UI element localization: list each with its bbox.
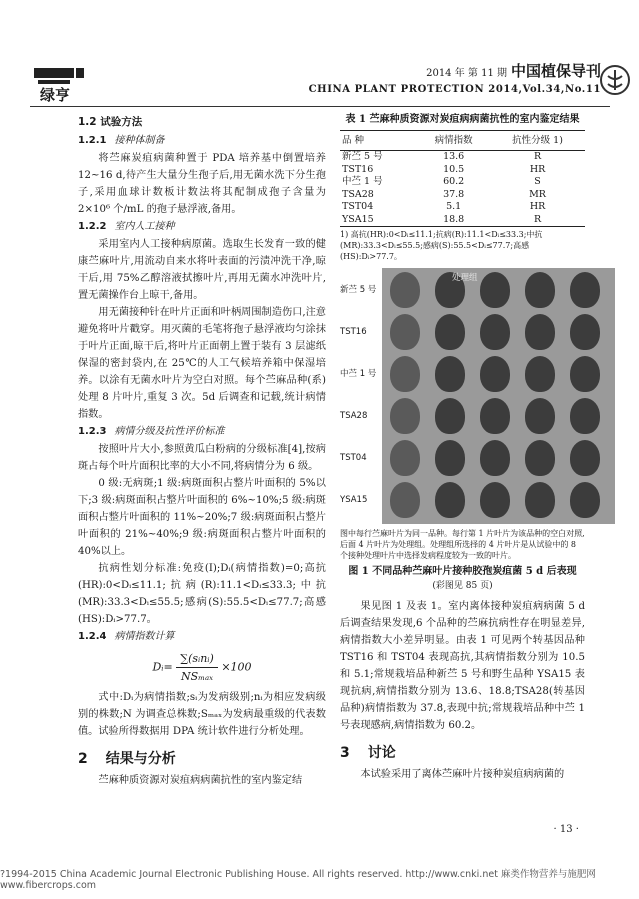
table-row (340, 164, 585, 177)
table-header-cell: 抗性分级 1) (490, 131, 585, 151)
leaf-photo (340, 268, 615, 524)
leaf-sample (435, 440, 465, 476)
footer: ?1994-2015 China Academic Journal Electronic Publishing House. All rights reserved. http://www.cnki.net 麻类作物营养与施肥网 www.fibercrops.com (0, 869, 596, 891)
table-cell: MR (529, 188, 546, 200)
leaf-sample (525, 314, 555, 350)
table-cell: 新苎 5 号 (342, 151, 383, 162)
section-1-2-3: 1.2.3 病情分级及抗性评价标准 (78, 426, 225, 437)
figure-note: 图中每行苎麻叶片为同一品种。每行第 1 片叶片为该品种的空白对照,后面 4 片叶片为处理组。处理组所选择的 4 片叶片是从试验中的 8 个接种处理叶片中选择发病程度较为一致的叶片。 (340, 529, 585, 560)
leaf-sample (480, 482, 510, 518)
photo-row-label: TST04 (340, 453, 367, 463)
leaf-sample (435, 314, 465, 350)
para-8: 苎麻种质资源对炭疽病病菌抗性的室内鉴定结 (98, 775, 303, 786)
section-1-2: 1.2 试验方法 (78, 116, 143, 128)
journal-title-en: CHINA PLANT PROTECTION 2014,Vol.34,No.11 (308, 84, 601, 95)
table-cell: R (490, 214, 585, 227)
photo-row-label: TST16 (340, 327, 367, 337)
table-cell: 60.2 (443, 176, 465, 187)
figure-caption: 图 1 不同品种苎麻叶片接种胶孢炭疽菌 5 d 后表现 (彩图见 85 页) (348, 566, 577, 591)
leaf-sample (525, 398, 555, 434)
leaf-sample (390, 356, 420, 392)
logo-text: 绿亨 (40, 86, 71, 104)
table-cell: HR (529, 201, 546, 212)
leaf-sample (570, 314, 600, 350)
table-header-cell: 品 种 (340, 131, 417, 151)
table-row (340, 214, 585, 227)
section-1-2-2: 1.2.2 室内人工接种 (78, 221, 175, 232)
para-4: 按照叶片大小,参照黄瓜白粉病的分级标准[4],按病斑占每个叶片面积比率的大小不同,将病情分为 6 级。 (78, 444, 326, 472)
section-3-heading: 3 讨论 (340, 745, 396, 761)
leaf-sample (480, 440, 510, 476)
para-3: 用无菌接种针在叶片正面和叶柄周围制造伤口,注意避免将叶片戳穿。用灭菌的毛笔将孢子悬浮液均匀涂抹于叶片正面,晾干后,将叶片正面朝上置于装有 3 层滤纸保湿的密封袋内,在 25℃的人工气候培养箱中保湿培养。以涂有无菌水叶片为空白对照。每个苎麻品种(系)处理 8 片叶片,重复 3 次。5d 后调查和记载,统计病情指数。 (78, 307, 326, 420)
formula: Dᵢ= $\frac{\text{∑(sᵢnᵢ)}}{\text{NSₘₐₓ}}$ ×100 (152, 652, 252, 683)
table-cell: 18.8 (417, 214, 490, 227)
photo-row-label: 新苎 5 号 (340, 285, 377, 295)
header-rule (30, 106, 610, 107)
table-cell: HR (529, 163, 546, 175)
table-cell: 13.6 (443, 151, 465, 162)
leaf-sample (570, 398, 600, 434)
table-cell: 5.1 (446, 201, 462, 212)
table-cell: 中苎 1 号 (342, 176, 383, 187)
journal-header (309, 64, 601, 97)
leaf-sample (390, 482, 420, 518)
table-cell: S (534, 176, 541, 187)
section-1-2-1: 1.2.1 接种体制备 (78, 135, 165, 146)
issue-info: 2014 年 第 11 期 (426, 68, 507, 79)
table-row (340, 189, 585, 202)
table-row (340, 151, 585, 164)
results-table (340, 130, 585, 227)
para-9: 果见图 1 及表 1。室内离体接种炭疽病病菌 5 d 后调查结果发现,6 个品种的苎麻抗病性存在明显差异,病情指数大小差异明显。由表 1 可见两个转基因品种 TST16 和 TST04 表现高抗,其病情指数分别为 10.5 和 5.1;常规栽培品种新苎 5 号和野生品种 YSA15 表现抗病,病情指数分别为 13.6、18.8;TSA28(转基因品种)病情指数为 37.8,表现中抗;常规栽培品种中苎 1 号表现感病,病情指数为 60.2。 (340, 601, 585, 731)
table-cell: R (533, 151, 542, 162)
section-2-heading: 2 结果与分析 (78, 751, 176, 767)
para-2: 采用室内人工接种病原菌。选取生长发育一致的健康苎麻叶片,用流动自来水将叶表面的污渍冲洗干净,晾干后,用 75%乙醇溶液拭擦叶片,再用无菌水冲洗叶片,置无菌操作台上晾干,备用。 (78, 239, 326, 301)
table-note: 1) 高抗(HR):0<Dᵢ≤11.1;抗病(R):11.1<Dᵢ≤33.3;中抗(MR):33.3<Dᵢ≤55.5;感病(S):55.5<Dᵢ≤77.7;高感(HS):Dᵢ>77.7。 (340, 230, 543, 261)
leaf-sample (390, 440, 420, 476)
left-column (78, 112, 326, 789)
table-caption: 表 1 苎麻种质资源对炭疽病病菌抗性的室内鉴定结果 (345, 114, 580, 125)
leaf-sample (480, 356, 510, 392)
para-1: 将苎麻炭疽病菌种置于 PDA 培养基中倒置培养 12~16 d,待产生大量分生孢子后,用无菌水洗下分生孢子,采用血球计数板计数法将其配制成孢子含量为 2×10⁶ 个/mL 的孢子悬浮液,备用。 (78, 153, 326, 215)
leaf-sample (525, 482, 555, 518)
journal-title-cn: 中国植保导刊 (510, 62, 601, 80)
table-row (340, 201, 585, 214)
leaf-sample (570, 356, 600, 392)
table-cell: 37.8 (443, 188, 465, 200)
photo-row-label: TSA28 (340, 411, 368, 421)
photo-row-label: 中苎 1 号 (340, 369, 377, 379)
para-6: 抗病性划分标准:免疫(I);Dᵢ(病情指数)=0;高抗(HR):0<Dᵢ≤11.1;抗病(R):11.1<Dᵢ≤33.3;中抗(MR):33.3<Dᵢ≤55.5;感病(S):55.5<Dᵢ≤77.7;高感(HS):Dᵢ>77.7。 (78, 563, 326, 625)
journal-logo (30, 64, 90, 104)
table-cell: YSA15 (340, 214, 417, 227)
leaf-sample (570, 272, 600, 308)
right-column (340, 112, 585, 783)
leaf-sample (390, 272, 420, 308)
leaf-sample (525, 356, 555, 392)
leaf-sample (390, 314, 420, 350)
leaf-sample (390, 398, 420, 434)
leaf-sample (435, 398, 465, 434)
leaf-sample (435, 482, 465, 518)
leaf-sample (435, 356, 465, 392)
table-cell: TST04 (342, 201, 374, 212)
section-1-2-4: 1.2.4 病情指数计算 (78, 631, 175, 642)
leaf-sample (525, 272, 555, 308)
leaf-sample (525, 440, 555, 476)
leaf-sample (570, 482, 600, 518)
table-row (340, 176, 585, 189)
para-5: 0 级:无病斑;1 级:病斑面积占整片叶面积的 5%以下;3 级:病斑面积占整片叶面积的 6%~10%;5 级:病斑面积占整片叶面积的 11%~20%;7 级:病斑面积占整片叶面积的 21%~40%;9 级:病斑面积占整片叶面积的 40%以上。 (78, 478, 326, 557)
leaf-sample (480, 314, 510, 350)
photo-row-label: YSA15 (340, 495, 368, 505)
table-header-cell: 病情指数 (417, 131, 490, 151)
treatment-label: 处理组 (452, 273, 478, 283)
seal-icon (599, 64, 631, 96)
page-number: · 13 · (553, 824, 579, 835)
para-10: 本试验采用了离体苎麻叶片接种炭疽病病菌的 (360, 769, 565, 780)
para-7: 式中:Dᵢ为病情指数;sᵢ为发病级别;nᵢ为相应发病级别的株数;N 为调查总株数;Sₘₐₓ为发病最重级的代表数值。试验所得数据用 DPA 统计软件进行分析处理。 (78, 692, 326, 737)
table-cell: 10.5 (443, 163, 465, 175)
leaf-sample (480, 272, 510, 308)
leaf-sample (570, 440, 600, 476)
table-cell: TST16 (342, 163, 374, 175)
table-cell: TSA28 (342, 188, 374, 200)
leaf-sample (480, 398, 510, 434)
